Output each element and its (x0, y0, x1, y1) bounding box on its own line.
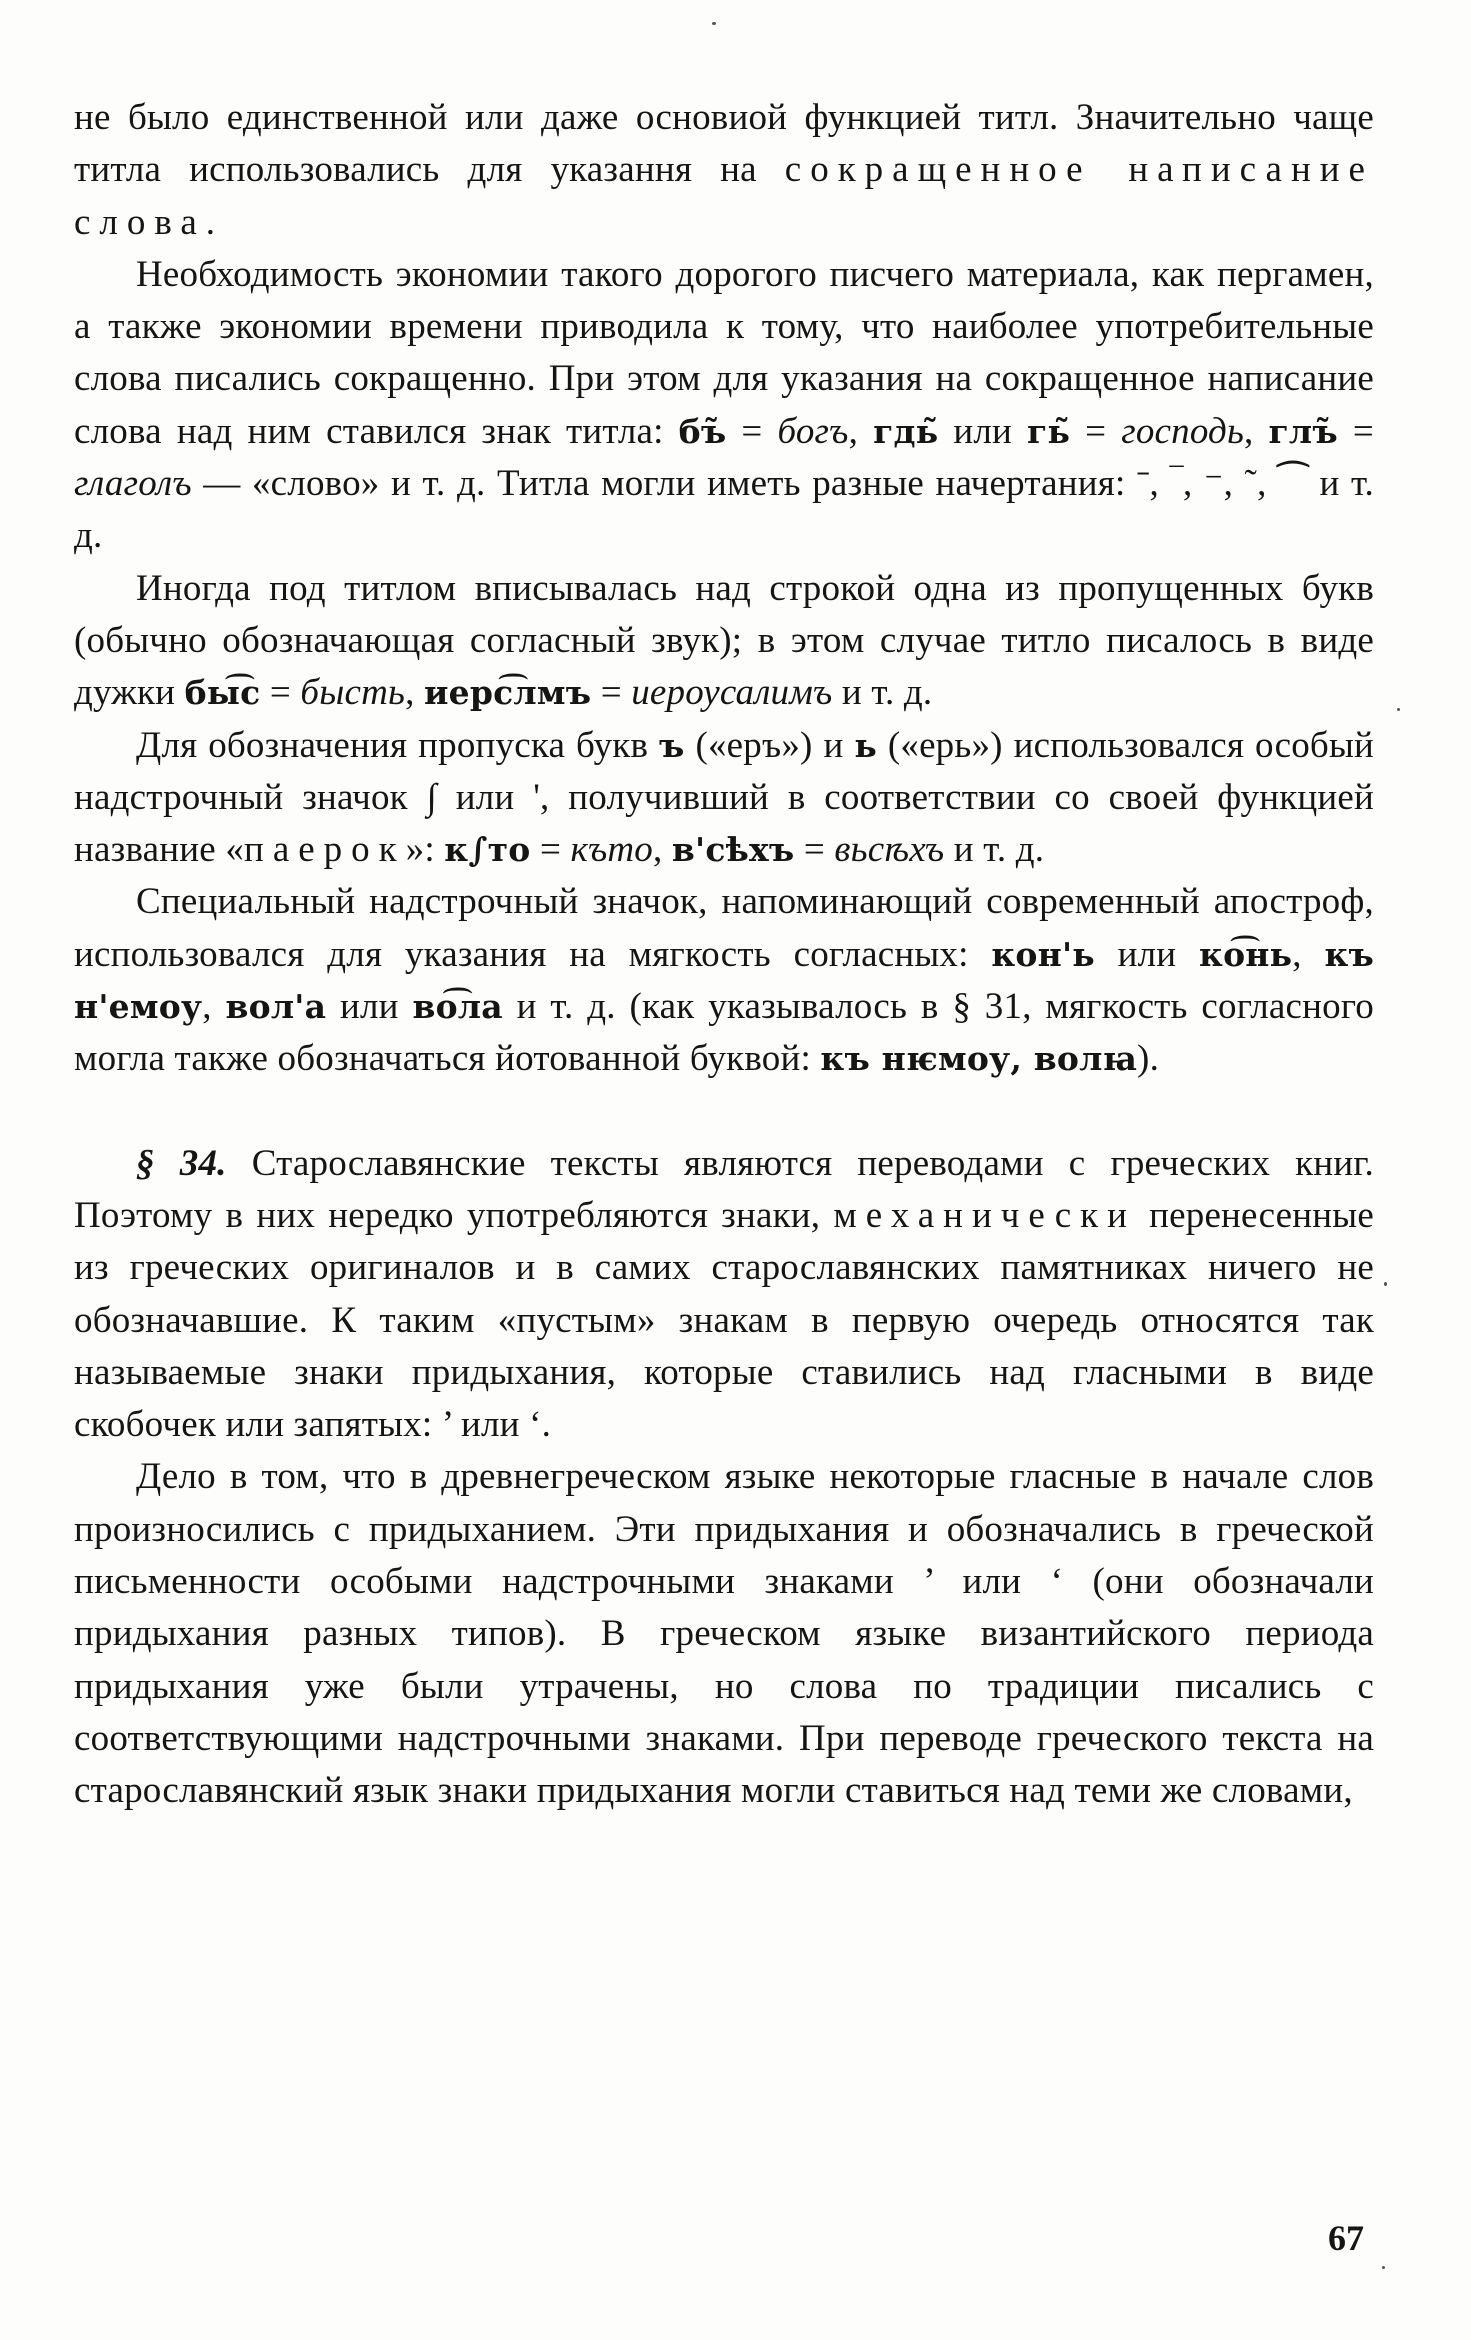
text-run: Специальный надстрочный значок, напоминающий современный апостроф, использовался для указания на мягкость согласных: (74, 881, 1374, 975)
text-run: («еръ») и (684, 724, 855, 766)
page-number: 67 (1328, 2218, 1364, 2258)
text-run: или (938, 410, 1028, 452)
text-run: , (202, 986, 226, 1028)
paragraph-p2 (74, 249, 1374, 563)
slavonic-text: в'сѣхъ (671, 830, 795, 870)
text-run: , (653, 829, 672, 871)
slavonic-text: гдь̃ (873, 411, 939, 451)
scan-speck (1382, 2266, 1385, 2269)
text-run: Иногда под титлом вписывалась над строкой одна из пропущенных букв (обычно обозначающая согласный звук); в этом случае титло писалось в виде дужки (74, 567, 1374, 714)
slavonic-text: кон'ь (991, 934, 1095, 974)
text-run: («ерь») использовался особый надстрочный значок ∫ или ', получивший в соответствии со своей функцией название « (74, 724, 1375, 871)
text-run: = (1337, 410, 1375, 452)
italic-text: глаголъ (74, 463, 192, 505)
text-run: = (591, 672, 632, 714)
scan-speck (1397, 708, 1400, 711)
paragraph-p5 (74, 876, 1374, 1085)
paragraph-p4 (74, 720, 1374, 877)
text-run: , (1292, 933, 1325, 975)
text-run: »: (405, 829, 445, 871)
slavonic-text: ко͡нь (1199, 934, 1293, 974)
text-run: ). (1137, 1038, 1160, 1080)
slavonic-text: къ нѥмоу, волꙗ (820, 1039, 1138, 1079)
text-run: Необходимость экономии такого дорогого писчего материала, как пергамен, а также экономии времени приводила к тому, что наиболее употребительные слова писались сокращенно. При этом для указания на сокращенное написание слова над ним ставился знак титла: (74, 253, 1374, 452)
slavonic-text: глъ̃ (1268, 411, 1338, 451)
paragraph-p1 (74, 92, 1374, 249)
spaced-text: механически (833, 1194, 1136, 1236)
text-run: перенесенные из греческих оригиналов и в самих старославянских памятниках ничего не обозначавшие. К таким «пустым» знакам в первую очередь относятся так называемые знаки придыхания, которые ставились над гласными в виде скобочек или запятых: ’ или ‘. (74, 1194, 1374, 1446)
bolditalic-text: § 34. (136, 1142, 227, 1184)
text-run: , (405, 672, 424, 714)
text-run: = (260, 672, 301, 714)
text-run: Для обозначения пропуска букв (136, 724, 660, 766)
slavonic-text: къ н'емоу (74, 934, 1374, 1027)
slavonic-text: бы͡с (184, 673, 261, 713)
text-run: , (848, 410, 874, 452)
text-run: или (326, 986, 413, 1028)
slavonic-text: иерс͡лмъ (423, 673, 592, 713)
text-run: Дело в том, что в древнегреческом языке некоторые гласные в начале слов произносились с придыханием. Эти придыхания и обозначались в греческой письменности особыми надстрочными знаками ’ или ‘ (они обозначали придыхания разных типов). В греческом языке византийского периода придыхания уже были утрачены, но слова по традиции писались с соответствующими надстрочными знаками. При переводе греческого текста на старославянский язык знаки придыхания могли ставиться над теми же словами, (74, 1456, 1374, 1812)
text-run: = (726, 410, 778, 452)
slavonic-text: вол'а (225, 987, 327, 1027)
slavonic-text: к∫то (444, 830, 531, 870)
text-run: , (1244, 410, 1269, 452)
text-run: и т. д. (832, 672, 933, 714)
slavonic-text: ь (854, 725, 877, 765)
italic-text: богъ (777, 410, 849, 452)
scan-speck (712, 22, 716, 25)
text-run: = (1070, 410, 1122, 452)
paragraph-p3 (74, 563, 1374, 720)
text-run: не было единственной или даже основиой функцией титл. Значительно чаще титла использовались для указання на (74, 97, 1374, 191)
body-text (74, 92, 1374, 1818)
italic-text: къто (570, 829, 654, 871)
slavonic-text: бъ̃ (678, 411, 727, 451)
slavonic-text: во͡ла (412, 987, 503, 1027)
text-run: = (794, 829, 835, 871)
italic-text: господь (1121, 410, 1245, 452)
text-run: и т. д. (944, 829, 1045, 871)
spaced-text: сокращенное написание слова. (74, 149, 1374, 243)
scan-speck (1384, 1282, 1387, 1286)
slavonic-text: ъ (659, 725, 685, 765)
spaced-text: паерок (244, 829, 406, 871)
italic-text: иероусалимъ (631, 672, 833, 714)
text-run: — «слово» и т. д. Титла могли иметь разные начертания: ˉ, ‾, ⁻, ˜, ⁀ и т. д. (74, 463, 1374, 557)
text-run: и т. д. (как указывалось в § 31, мягкость согласного могла также обозначаться йотованной буквой: (74, 986, 1374, 1080)
paragraph-p6 (74, 1138, 1374, 1452)
italic-text: бысть (300, 672, 406, 714)
text-run: Старославянские тексты являются переводами с греческих книг. Поэтому в них нередко употребляются знаки, (74, 1142, 1375, 1236)
paragraph-p7 (74, 1451, 1374, 1817)
italic-text: вьсѣхъ (834, 829, 945, 871)
text-run: = (530, 829, 571, 871)
slavonic-text: гь̃ (1027, 411, 1071, 451)
text-run: или (1094, 933, 1200, 975)
